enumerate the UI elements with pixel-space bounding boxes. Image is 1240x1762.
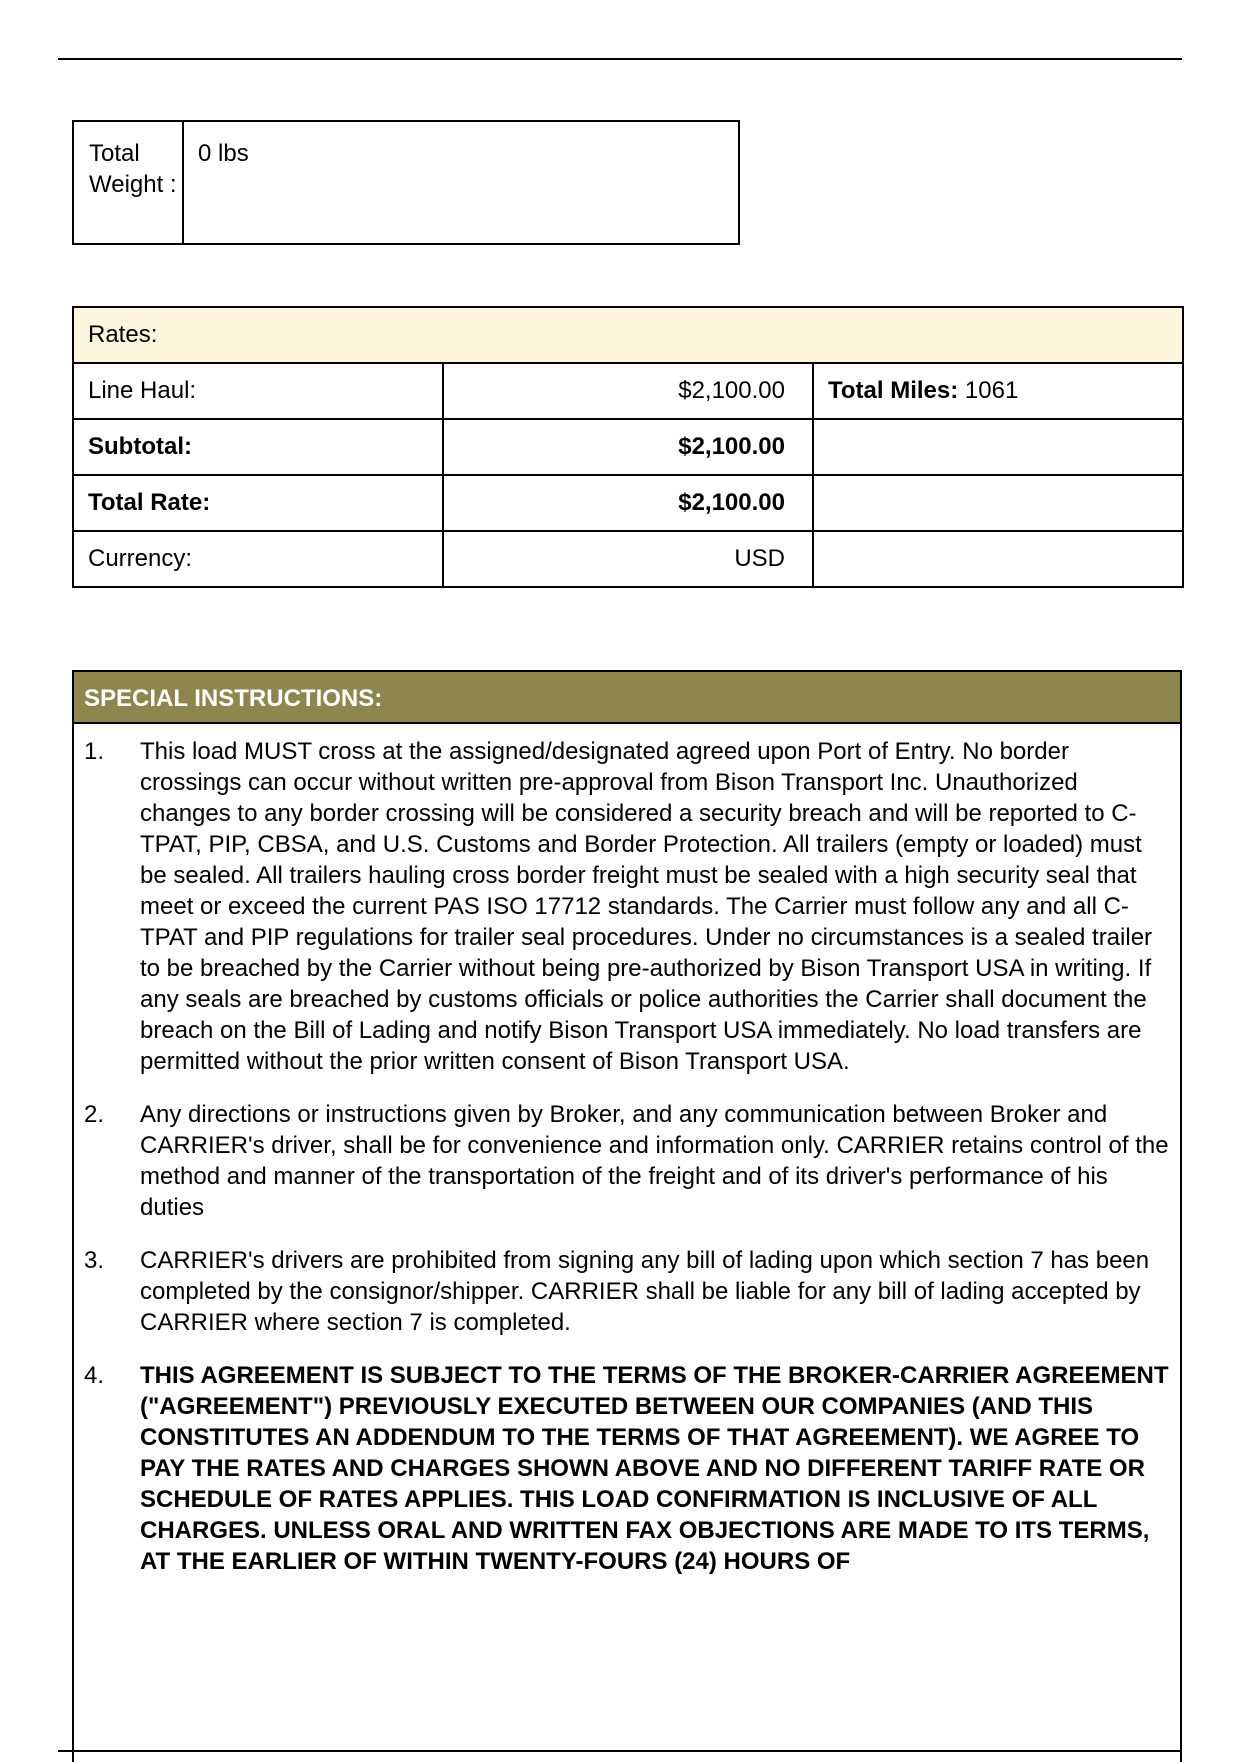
empty-cell — [813, 531, 1183, 587]
rates-header: Rates: — [73, 307, 1183, 363]
total-miles-value: 1061 — [964, 377, 1019, 404]
rate-amount: $2,100.00 — [443, 419, 813, 475]
instruction-text: CARRIER's drivers are prohibited from signing any bill of lading upon which section 7 has been completed by the consignor/shipper. CARRIER shall be liable for any bill of lading accepted by CARRIER where section 7 is completed. — [140, 1247, 1150, 1336]
instruction-number: 2. — [84, 1101, 105, 1128]
empty-cell — [813, 475, 1183, 531]
rate-label: Line Haul: — [73, 363, 443, 419]
instruction-number: 4. — [84, 1362, 105, 1389]
rates-row-subtotal — [73, 419, 1183, 475]
rate-label: Subtotal: — [73, 419, 443, 475]
instruction-number: 3. — [84, 1247, 105, 1274]
instruction-number: 1. — [84, 738, 105, 765]
rate-amount: $2,100.00 — [443, 363, 813, 419]
special-instructions-header: SPECIAL INSTRUCTIONS: — [72, 670, 1182, 724]
special-instructions-section — [72, 670, 1182, 1762]
instruction-text: THIS AGREEMENT IS SUBJECT TO THE TERMS OF THE BROKER-CARRIER AGREEMENT ("AGREEMENT") PREVIOUSLY EXECUTED BETWEEN OUR COMPANIES (AND THIS CONSTITUTES AN ADDENDUM TO THE TERMS OF THAT AGREEMENT). WE AGREE TO PAY THE RATES AND CHARGES SHOWN ABOVE AND NO DIFFERENT TARIFF RATE OR SCHEDULE OF RATES APPLIES. THIS LOAD CONFIRMATION IS INCLUSIVE OF ALL CHARGES. UNLESS ORAL AND WRITTEN FAX OBJECTIONS ARE MADE TO ITS TERMS, AT THE EARLIER OF WITHIN TWENTY-FOURS (24) HOURS OF — [140, 1362, 1169, 1575]
rate-label: Total Rate: — [73, 475, 443, 531]
total-weight-value: 0 lbs — [198, 140, 249, 167]
empty-cell — [813, 419, 1183, 475]
rate-label: Currency: — [73, 531, 443, 587]
rates-table — [72, 306, 1184, 588]
special-instructions-list — [74, 724, 1180, 1577]
rate-amount: USD — [443, 531, 813, 587]
total-miles-label: Total Miles: — [828, 377, 959, 404]
total-weight-table — [72, 120, 740, 245]
total-miles-cell — [813, 363, 1183, 419]
bottom-rule — [58, 1750, 1182, 1752]
instruction-text: This load MUST cross at the assigned/designated agreed upon Port of Entry. No border crossings can occur without written pre-approval from Bison Transport Inc. Unauthorized changes to any border crossing will be considered a security breach and will be reported to C-TPAT, PIP, CBSA, and U.S. Customs and Border Protection. All trailers (empty or loaded) must be sealed. All trailers hauling cross border freight must be sealed with a high security seal that meet or exceed the current PAS ISO 17712 standards. The Carrier must follow any and all C-TPAT and PIP regulations for trailer seal procedures. Under no circumstances is a sealed trailer to be breached by the Carrier without being pre-authorized by Bison Transport USA in writing. If any seals are breached by customs officials or police authorities the Carrier shall document the breach on the Bill of Lading and notify Bison Transport USA immediately. No load transfers are permitted without the prior written consent of Bison Transport USA. — [140, 738, 1153, 1075]
rates-row-line-haul — [73, 363, 1183, 419]
rates-row-currency — [73, 531, 1183, 587]
instruction-item — [74, 1245, 1180, 1338]
instruction-item — [74, 1099, 1180, 1223]
instruction-item — [74, 1360, 1180, 1577]
instruction-text: Any directions or instructions given by Broker, and any communication between Broker and CARRIER's driver, shall be for convenience and information only. CARRIER retains control of the method and manner of the transportation of the freight and of its driver's performance of his duties — [140, 1101, 1169, 1221]
rate-amount: $2,100.00 — [443, 475, 813, 531]
total-weight-label: Total Weight : — [74, 122, 184, 243]
top-rule — [58, 58, 1182, 60]
instruction-item — [74, 736, 1180, 1077]
rates-row-total-rate — [73, 475, 1183, 531]
